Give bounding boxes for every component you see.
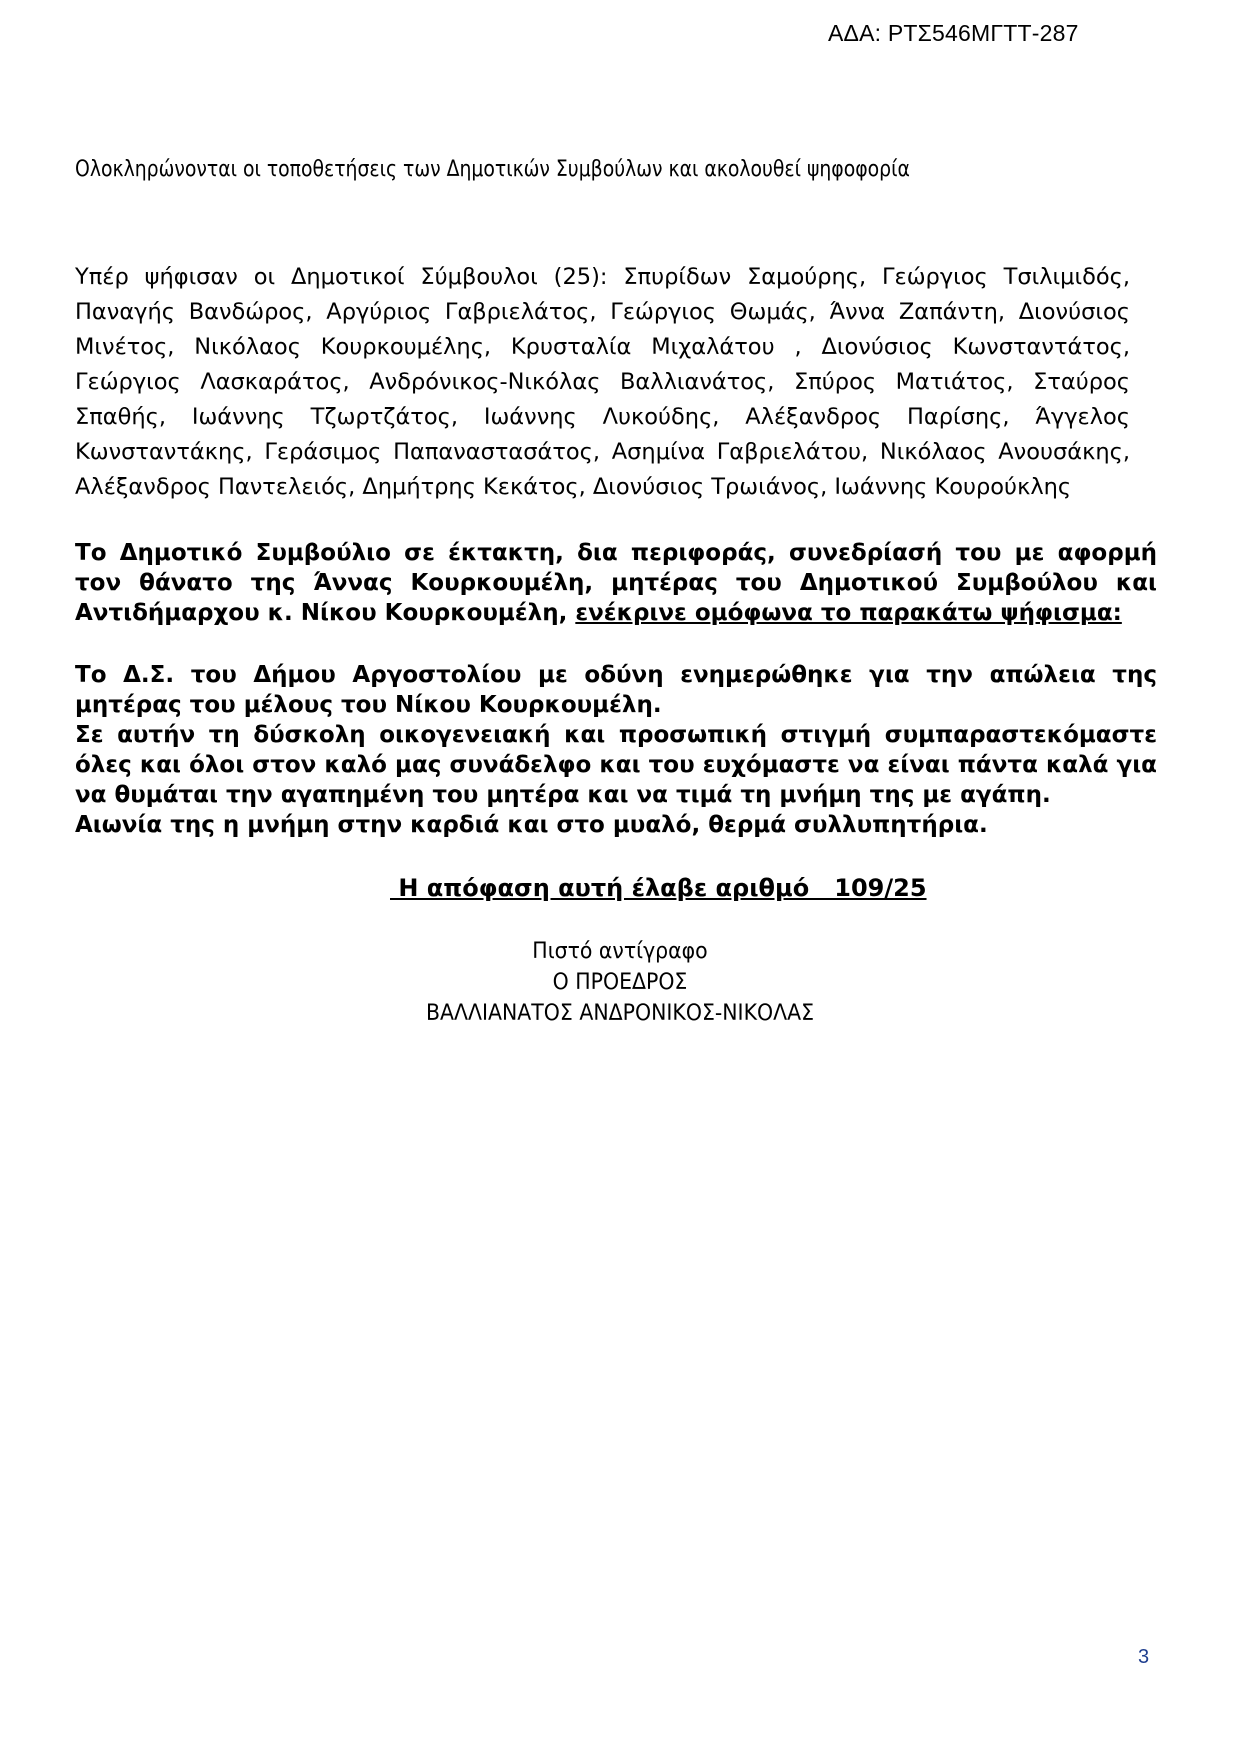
- signature-block: [300, 936, 940, 1029]
- president-name: ΒΑΛΛΙΑΝΑΤΟΣ ΑΝΔΡΟΝΙΚΟΣ-ΝΙΚΟΛΑΣ: [425, 1001, 815, 1026]
- resolution-text: Το Δημοτικό Συμβούλιο σε έκτακτη, δια περιφοράς, συνεδρίασή του με αφορμή τον θάνατο της Άννας Κουρκουμέλη, μητέρας του Δημοτικού Συμβούλου και Αντιδήμαρχου κ. Νίκου Κουρκουμέλη,: [75, 540, 1157, 626]
- resolution-approval: ενέκρινε ομόφωνα το παρακάτω ψήφισμα:: [575, 600, 1122, 626]
- president-title: Ο ΠΡΟΕΔΡΟΣ: [552, 970, 688, 995]
- certified-copy-label: Πιστό αντίγραφο: [532, 939, 708, 964]
- intro-paragraph: Ολοκληρώνονται οι τοποθετήσεις των Δημοτικών Συμβούλων και ακολουθεί ψηφοφορία: [75, 156, 910, 182]
- resolution-statement: [75, 660, 1157, 840]
- decision-number: Η απόφαση αυτή έλαβε αριθμό 109/25: [390, 874, 927, 902]
- page-number: 3: [1138, 1646, 1150, 1668]
- votes-paragraph: Υπέρ ψήφισαν οι Δημοτικοί Σύμβουλοι (25): Σπυρίδων Σαμούρης, Γεώργιος Τσιλιμιδός, Παναγής Βανδώρος, Αργύριος Γαβριελάτος, Γεώργιος Θωμάς, Άννα Ζαπάντη, Διονύσιος Μινέτος, Νικόλαος Κουρκουμέλης, Κρυσταλία Μιχαλάτου , Διονύσιος Κωνσταντάτος, Γεώργιος Λασκαράτος, Ανδρόνικος-Νικόλας Βαλλιανάτος, Σπύρος Ματιάτος, Σταύρος Σπαθής, Ιωάννης Τζωρτζάτος, Ιωάννης Λυκούδης, Αλέξανδρος Παρίσης, Άγγελος Κωνσταντάκης, Γεράσιμος Παπαναστασάτος, Ασημίνα Γαβριελάτου, Νικόλαος Ανουσάκης, Αλέξανδρος Παντελειός, Δημήτρης Κεκάτος, Διονύσιος Τρωιάνος, Ιωάννης Κουρούκλης: [75, 264, 1130, 500]
- resolution-paragraph: [75, 538, 1157, 628]
- statement-paragraph-1: Το Δ.Σ. του Δήμου Αργοστολίου με οδύνη ενημερώθηκε για την απώλεια της μητέρας του μέλους του Νίκου Κουρκουμέλη.: [75, 662, 1157, 718]
- statement-paragraph-3: Αιωνία της η μνήμη στην καρδιά και στο μυαλό, θερμά συλλυπητήρια.: [75, 812, 988, 838]
- statement-paragraph-2: Σε αυτήν τη δύσκολη οικογενειακή και προσωπική στιγμή συμπαραστεκόμαστε όλες και όλοι στον καλό μας συνάδελφο και του ευχόμαστε να είναι πάντα καλά για να θυμάται την αγαπημένη του μητέρα και να τιμά τη μνήμη της με αγάπη.: [75, 722, 1157, 808]
- ada-code: ΑΔΑ: ΡΤΣ546ΜΓΤΤ-287: [828, 20, 1079, 46]
